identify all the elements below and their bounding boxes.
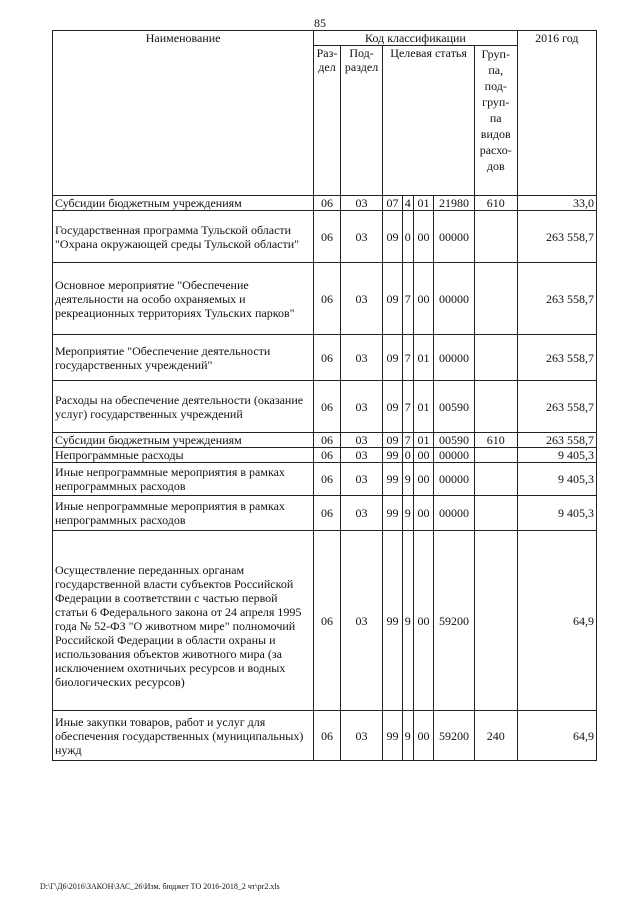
row-target-2: 7 xyxy=(402,381,413,433)
row-subsection: 03 xyxy=(340,711,383,761)
row-name: Иные непрограммные мероприятия в рамках непрограммных расходов xyxy=(53,496,314,531)
row-target-1: 09 xyxy=(383,263,402,335)
row-group: 240 xyxy=(474,711,517,761)
row-target-3: 01 xyxy=(413,196,433,211)
row-target-1: 99 xyxy=(383,496,402,531)
row-name: Непрограммные расходы xyxy=(53,448,314,463)
row-section: 06 xyxy=(314,196,340,211)
row-amount: 9 405,3 xyxy=(517,448,596,463)
row-subsection: 03 xyxy=(340,448,383,463)
row-name: Осуществление переданных органам государственной власти субъектов Российской Федерации в соответствии с частью первой статьи 6 Федерального закона от 24 апреля 1995 года № 52-ФЗ "О животном мире" полномочий Российской Федерации в области охраны и использования объектов животного мира (за исключением охотничьих ресурсов и водных биологических ресурсов) xyxy=(53,531,314,711)
row-section: 06 xyxy=(314,711,340,761)
row-amount: 64,9 xyxy=(517,531,596,711)
row-target-1: 99 xyxy=(383,448,402,463)
row-target-1: 09 xyxy=(383,381,402,433)
row-amount: 64,9 xyxy=(517,711,596,761)
table-row xyxy=(53,463,597,496)
row-group xyxy=(474,335,517,381)
row-subsection: 03 xyxy=(340,211,383,263)
row-name: Субсидии бюджетным учреждениям xyxy=(53,196,314,211)
row-section: 06 xyxy=(314,335,340,381)
row-target-1: 99 xyxy=(383,463,402,496)
row-target-3: 00 xyxy=(413,448,433,463)
row-target-2: 7 xyxy=(402,335,413,381)
page-number: 85 xyxy=(314,16,326,30)
row-section: 06 xyxy=(314,381,340,433)
row-section: 06 xyxy=(314,211,340,263)
row-group xyxy=(474,531,517,711)
header-classification: Код классификации xyxy=(314,31,517,46)
row-target-3: 00 xyxy=(413,263,433,335)
row-amount: 263 558,7 xyxy=(517,263,596,335)
row-group xyxy=(474,211,517,263)
row-name: Расходы на обеспечение деятельности (оказание услуг) государственных учреждений xyxy=(53,381,314,433)
row-target-3: 01 xyxy=(413,433,433,448)
row-target-2: 9 xyxy=(402,531,413,711)
row-subsection: 03 xyxy=(340,196,383,211)
row-subsection: 03 xyxy=(340,496,383,531)
row-target-4: 00000 xyxy=(434,335,475,381)
row-subsection: 03 xyxy=(340,263,383,335)
row-group xyxy=(474,381,517,433)
row-amount: 263 558,7 xyxy=(517,433,596,448)
row-subsection: 03 xyxy=(340,381,383,433)
row-target-3: 00 xyxy=(413,211,433,263)
row-target-1: 07 xyxy=(383,196,402,211)
row-amount: 263 558,7 xyxy=(517,381,596,433)
row-target-4: 59200 xyxy=(434,711,475,761)
row-group: 610 xyxy=(474,433,517,448)
row-target-2: 9 xyxy=(402,711,413,761)
row-target-4: 00590 xyxy=(434,381,475,433)
row-target-3: 00 xyxy=(413,496,433,531)
row-subsection: 03 xyxy=(340,335,383,381)
row-target-4: 00000 xyxy=(434,263,475,335)
row-amount: 33,0 xyxy=(517,196,596,211)
row-target-4: 00000 xyxy=(434,463,475,496)
row-target-4: 00000 xyxy=(434,496,475,531)
row-target-2: 9 xyxy=(402,463,413,496)
file-path-footer: D:\Г\Д6\2016\ЗАКОН\ЗАС_26\Изм. бюджет ТО 2016-2018_2 чт\pr2.xls xyxy=(40,882,280,891)
row-target-2: 7 xyxy=(402,263,413,335)
header-name: Наименование xyxy=(53,31,314,196)
table-row xyxy=(53,711,597,761)
row-target-3: 00 xyxy=(413,531,433,711)
row-target-2: 7 xyxy=(402,433,413,448)
row-section: 06 xyxy=(314,496,340,531)
row-name: Субсидии бюджетным учреждениям xyxy=(53,433,314,448)
header-target-article: Целевая статья xyxy=(383,46,474,196)
table-row xyxy=(53,531,597,711)
table-row xyxy=(53,211,597,263)
row-target-1: 09 xyxy=(383,211,402,263)
table-row xyxy=(53,263,597,335)
budget-table xyxy=(52,30,597,761)
row-name: Государственная программа Тульской области "Охрана окружающей среды Тульской области" xyxy=(53,211,314,263)
row-name: Иные непрограммные мероприятия в рамках непрограммных расходов xyxy=(53,463,314,496)
header-expense-group: Груп- па, под- груп- па видов расхо- дов xyxy=(474,46,517,196)
row-target-3: 01 xyxy=(413,335,433,381)
row-section: 06 xyxy=(314,433,340,448)
row-amount: 263 558,7 xyxy=(517,211,596,263)
row-section: 06 xyxy=(314,531,340,711)
row-section: 06 xyxy=(314,463,340,496)
row-group xyxy=(474,496,517,531)
row-target-3: 01 xyxy=(413,381,433,433)
table-row xyxy=(53,381,597,433)
row-subsection: 03 xyxy=(340,463,383,496)
table-row xyxy=(53,196,597,211)
row-target-1: 99 xyxy=(383,531,402,711)
table-row xyxy=(53,335,597,381)
row-subsection: 03 xyxy=(340,433,383,448)
row-amount: 263 558,7 xyxy=(517,335,596,381)
row-target-2: 0 xyxy=(402,211,413,263)
row-target-1: 99 xyxy=(383,711,402,761)
row-target-1: 09 xyxy=(383,335,402,381)
row-group xyxy=(474,448,517,463)
row-name: Мероприятие "Обеспечение деятельности государственных учреждений" xyxy=(53,335,314,381)
row-section: 06 xyxy=(314,263,340,335)
row-amount: 9 405,3 xyxy=(517,496,596,531)
table-row xyxy=(53,448,597,463)
header-year: 2016 год xyxy=(517,31,596,196)
row-target-4: 59200 xyxy=(434,531,475,711)
row-group xyxy=(474,263,517,335)
header-subsection: Под- раздел xyxy=(340,46,383,196)
table-row xyxy=(53,433,597,448)
row-section: 06 xyxy=(314,448,340,463)
header-section: Раз- дел xyxy=(314,46,340,196)
row-amount: 9 405,3 xyxy=(517,463,596,496)
row-name: Основное мероприятие "Обеспечение деятельности на особо охраняемых и рекреационных территориях Тульских парков" xyxy=(53,263,314,335)
row-target-2: 9 xyxy=(402,496,413,531)
row-target-4: 00000 xyxy=(434,448,475,463)
row-target-4: 00590 xyxy=(434,433,475,448)
row-target-3: 00 xyxy=(413,711,433,761)
row-name: Иные закупки товаров, работ и услуг для обеспечения государственных (муниципальных) нужд xyxy=(53,711,314,761)
row-subsection: 03 xyxy=(340,531,383,711)
row-target-3: 00 xyxy=(413,463,433,496)
row-target-2: 0 xyxy=(402,448,413,463)
row-group: 610 xyxy=(474,196,517,211)
row-target-1: 09 xyxy=(383,433,402,448)
row-target-4: 21980 xyxy=(434,196,475,211)
row-target-4: 00000 xyxy=(434,211,475,263)
row-target-2: 4 xyxy=(402,196,413,211)
table-row xyxy=(53,496,597,531)
row-group xyxy=(474,463,517,496)
